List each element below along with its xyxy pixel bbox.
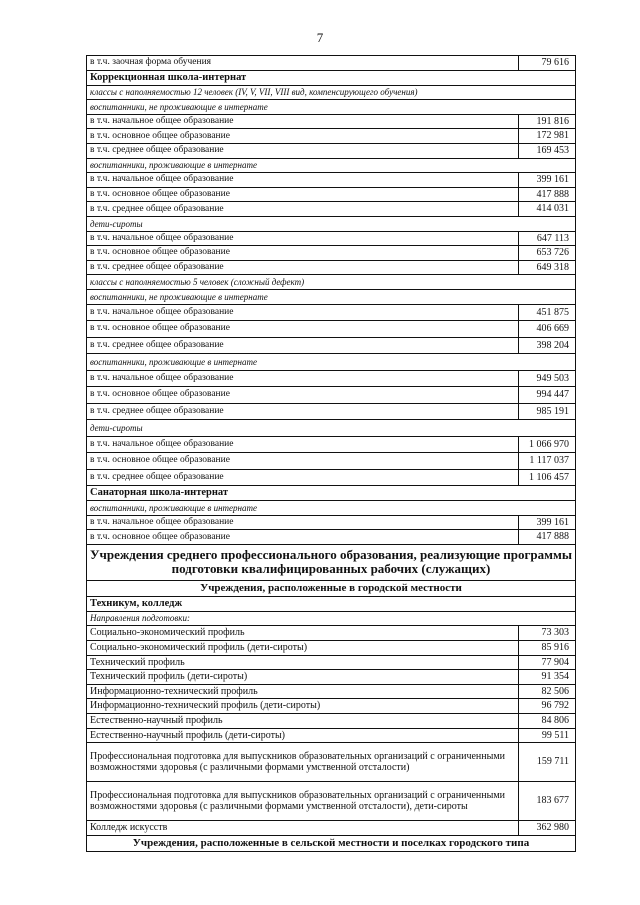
row-value: 417 888: [519, 530, 576, 545]
row-value: 653 726: [519, 246, 576, 261]
table-row: [87, 655, 576, 670]
row-label: в т.ч. основное общее образование: [87, 387, 519, 404]
row-label: Информационно-технический профиль (дети-сироты): [87, 699, 519, 714]
category-label: воспитанники, проживающие в интернате: [87, 354, 576, 371]
row-label: в т.ч. начальное общее образование: [87, 304, 519, 321]
table-row: [87, 260, 576, 275]
table-row: [87, 640, 576, 655]
institution-type: Санаторная школа-интернат: [87, 486, 576, 501]
row-value: 647 113: [519, 231, 576, 246]
row-value: 73 303: [519, 626, 576, 641]
table-row: [87, 354, 576, 371]
row-label: в т.ч. основное общее образование: [87, 129, 519, 144]
table-row: [87, 202, 576, 217]
row-label: в т.ч. основное общее образование: [87, 321, 519, 338]
category-label: воспитанники, проживающие в интернате: [87, 158, 576, 173]
row-label: Технический профиль (дети-сироты): [87, 670, 519, 685]
table-row: [87, 100, 576, 115]
row-value: 1 106 457: [519, 469, 576, 486]
table-row: [87, 231, 576, 246]
table-row: [87, 216, 576, 231]
category-label: классы с наполняемостью 12 человек (IV, V, VII, VIII вид, компенсирующего обучения): [87, 85, 576, 100]
row-label: в т.ч. основное общее образование: [87, 530, 519, 545]
row-label: в т.ч. заочная форма обучения: [87, 56, 519, 71]
row-value: 451 875: [519, 304, 576, 321]
row-label: в т.ч. среднее общее образование: [87, 469, 519, 486]
category-label: Направления подготовки:: [87, 611, 576, 626]
row-value: 82 506: [519, 684, 576, 699]
row-value: 649 318: [519, 260, 576, 275]
row-value: 169 453: [519, 143, 576, 158]
table-row: [87, 143, 576, 158]
row-value: 99 511: [519, 728, 576, 743]
category-label: классы с наполняемостью 5 человек (сложный дефект): [87, 275, 576, 290]
row-value: 1 066 970: [519, 436, 576, 453]
table-row: [87, 670, 576, 685]
tariff-table: [86, 55, 576, 852]
page-number: 7: [316, 30, 324, 45]
table-row: [87, 580, 576, 596]
table-row: [87, 114, 576, 129]
table-row: [87, 173, 576, 188]
row-label: в т.ч. начальное общее образование: [87, 436, 519, 453]
row-value: 399 161: [519, 515, 576, 530]
table-row: [87, 70, 576, 85]
table-row: [87, 596, 576, 611]
row-label: Естественно-научный профиль: [87, 713, 519, 728]
row-label: в т.ч. основное общее образование: [87, 187, 519, 202]
table-row: [87, 544, 576, 580]
table-row: [87, 275, 576, 290]
institution-type: Техникум, колледж: [87, 596, 576, 611]
table-row: [87, 337, 576, 354]
row-value: 96 792: [519, 699, 576, 714]
table-row: [87, 530, 576, 545]
row-label: Социально-экономический профиль: [87, 626, 519, 641]
table-row: [87, 246, 576, 261]
row-value: 85 916: [519, 640, 576, 655]
row-value: 77 904: [519, 655, 576, 670]
table-row: [87, 486, 576, 501]
table-row: [87, 684, 576, 699]
table-row: [87, 321, 576, 338]
table-row: [87, 85, 576, 100]
row-value: 985 191: [519, 403, 576, 420]
row-label: Профессиональная подготовка для выпускников образовательных организаций с ограниченными возможностями здоровья (с различными формами умственной отсталости): [87, 743, 519, 782]
row-value: 399 161: [519, 173, 576, 188]
table-row: [87, 699, 576, 714]
section-heading: Учреждения среднего профессионального образования, реализующие программы подготовки квалифицированных рабочих (служащих): [87, 544, 576, 580]
subsection-heading: Учреждения, расположенные в сельской местности и поселках городского типа: [87, 835, 576, 851]
row-value: 994 447: [519, 387, 576, 404]
row-label: Колледж искусств: [87, 821, 519, 836]
category-label: воспитанники, не проживающие в интернате: [87, 100, 576, 115]
category-label: воспитанники, не проживающие в интернате: [87, 289, 576, 304]
table-row: [87, 713, 576, 728]
row-label: Естественно-научный профиль (дети-сироты): [87, 728, 519, 743]
row-value: 79 616: [519, 56, 576, 71]
category-label: дети-сироты: [87, 420, 576, 437]
table-row: [87, 420, 576, 437]
row-label: в т.ч. среднее общее образование: [87, 337, 519, 354]
row-value: 84 806: [519, 713, 576, 728]
row-label: в т.ч. основное общее образование: [87, 246, 519, 261]
row-label: в т.ч. основное общее образование: [87, 453, 519, 470]
row-label: в т.ч. начальное общее образование: [87, 515, 519, 530]
category-label: дети-сироты: [87, 216, 576, 231]
table-row: [87, 782, 576, 821]
table-row: [87, 453, 576, 470]
table-row: [87, 515, 576, 530]
table-row: [87, 129, 576, 144]
row-label: в т.ч. начальное общее образование: [87, 173, 519, 188]
row-label: в т.ч. среднее общее образование: [87, 403, 519, 420]
table-row: [87, 821, 576, 836]
table-row: [87, 387, 576, 404]
row-label: в т.ч. среднее общее образование: [87, 143, 519, 158]
row-value: 417 888: [519, 187, 576, 202]
table-row: [87, 835, 576, 851]
table-row: [87, 743, 576, 782]
table-row: [87, 469, 576, 486]
category-label: воспитанники, проживающие в интернате: [87, 501, 576, 516]
row-label: Профессиональная подготовка для выпускников образовательных организаций с ограниченными возможностями здоровья (с различными формами умственной отсталости), дети-сироты: [87, 782, 519, 821]
table-row: [87, 626, 576, 641]
table-row: [87, 187, 576, 202]
table-row: [87, 501, 576, 516]
table-body: [87, 56, 576, 852]
row-value: 1 117 037: [519, 453, 576, 470]
table-row: [87, 56, 576, 71]
row-value: 406 669: [519, 321, 576, 338]
table-row: [87, 403, 576, 420]
row-value: 949 503: [519, 370, 576, 387]
row-value: 191 816: [519, 114, 576, 129]
table-row: [87, 436, 576, 453]
row-value: 172 981: [519, 129, 576, 144]
institution-type: Коррекционная школа-интернат: [87, 70, 576, 85]
row-value: 183 677: [519, 782, 576, 821]
row-label: в т.ч. среднее общее образование: [87, 202, 519, 217]
row-label: в т.ч. начальное общее образование: [87, 231, 519, 246]
row-value: 362 980: [519, 821, 576, 836]
row-label: Социально-экономический профиль (дети-сироты): [87, 640, 519, 655]
row-value: 159 711: [519, 743, 576, 782]
table-row: [87, 370, 576, 387]
row-label: в т.ч. среднее общее образование: [87, 260, 519, 275]
table-row: [87, 728, 576, 743]
row-label: Технический профиль: [87, 655, 519, 670]
row-value: 91 354: [519, 670, 576, 685]
table-row: [87, 304, 576, 321]
row-label: в т.ч. начальное общее образование: [87, 370, 519, 387]
row-value: 414 031: [519, 202, 576, 217]
table-row: [87, 158, 576, 173]
table-row: [87, 611, 576, 626]
subsection-heading: Учреждения, расположенные в городской местности: [87, 580, 576, 596]
row-value: 398 204: [519, 337, 576, 354]
row-label: в т.ч. начальное общее образование: [87, 114, 519, 129]
table-row: [87, 289, 576, 304]
row-label: Информационно-технический профиль: [87, 684, 519, 699]
